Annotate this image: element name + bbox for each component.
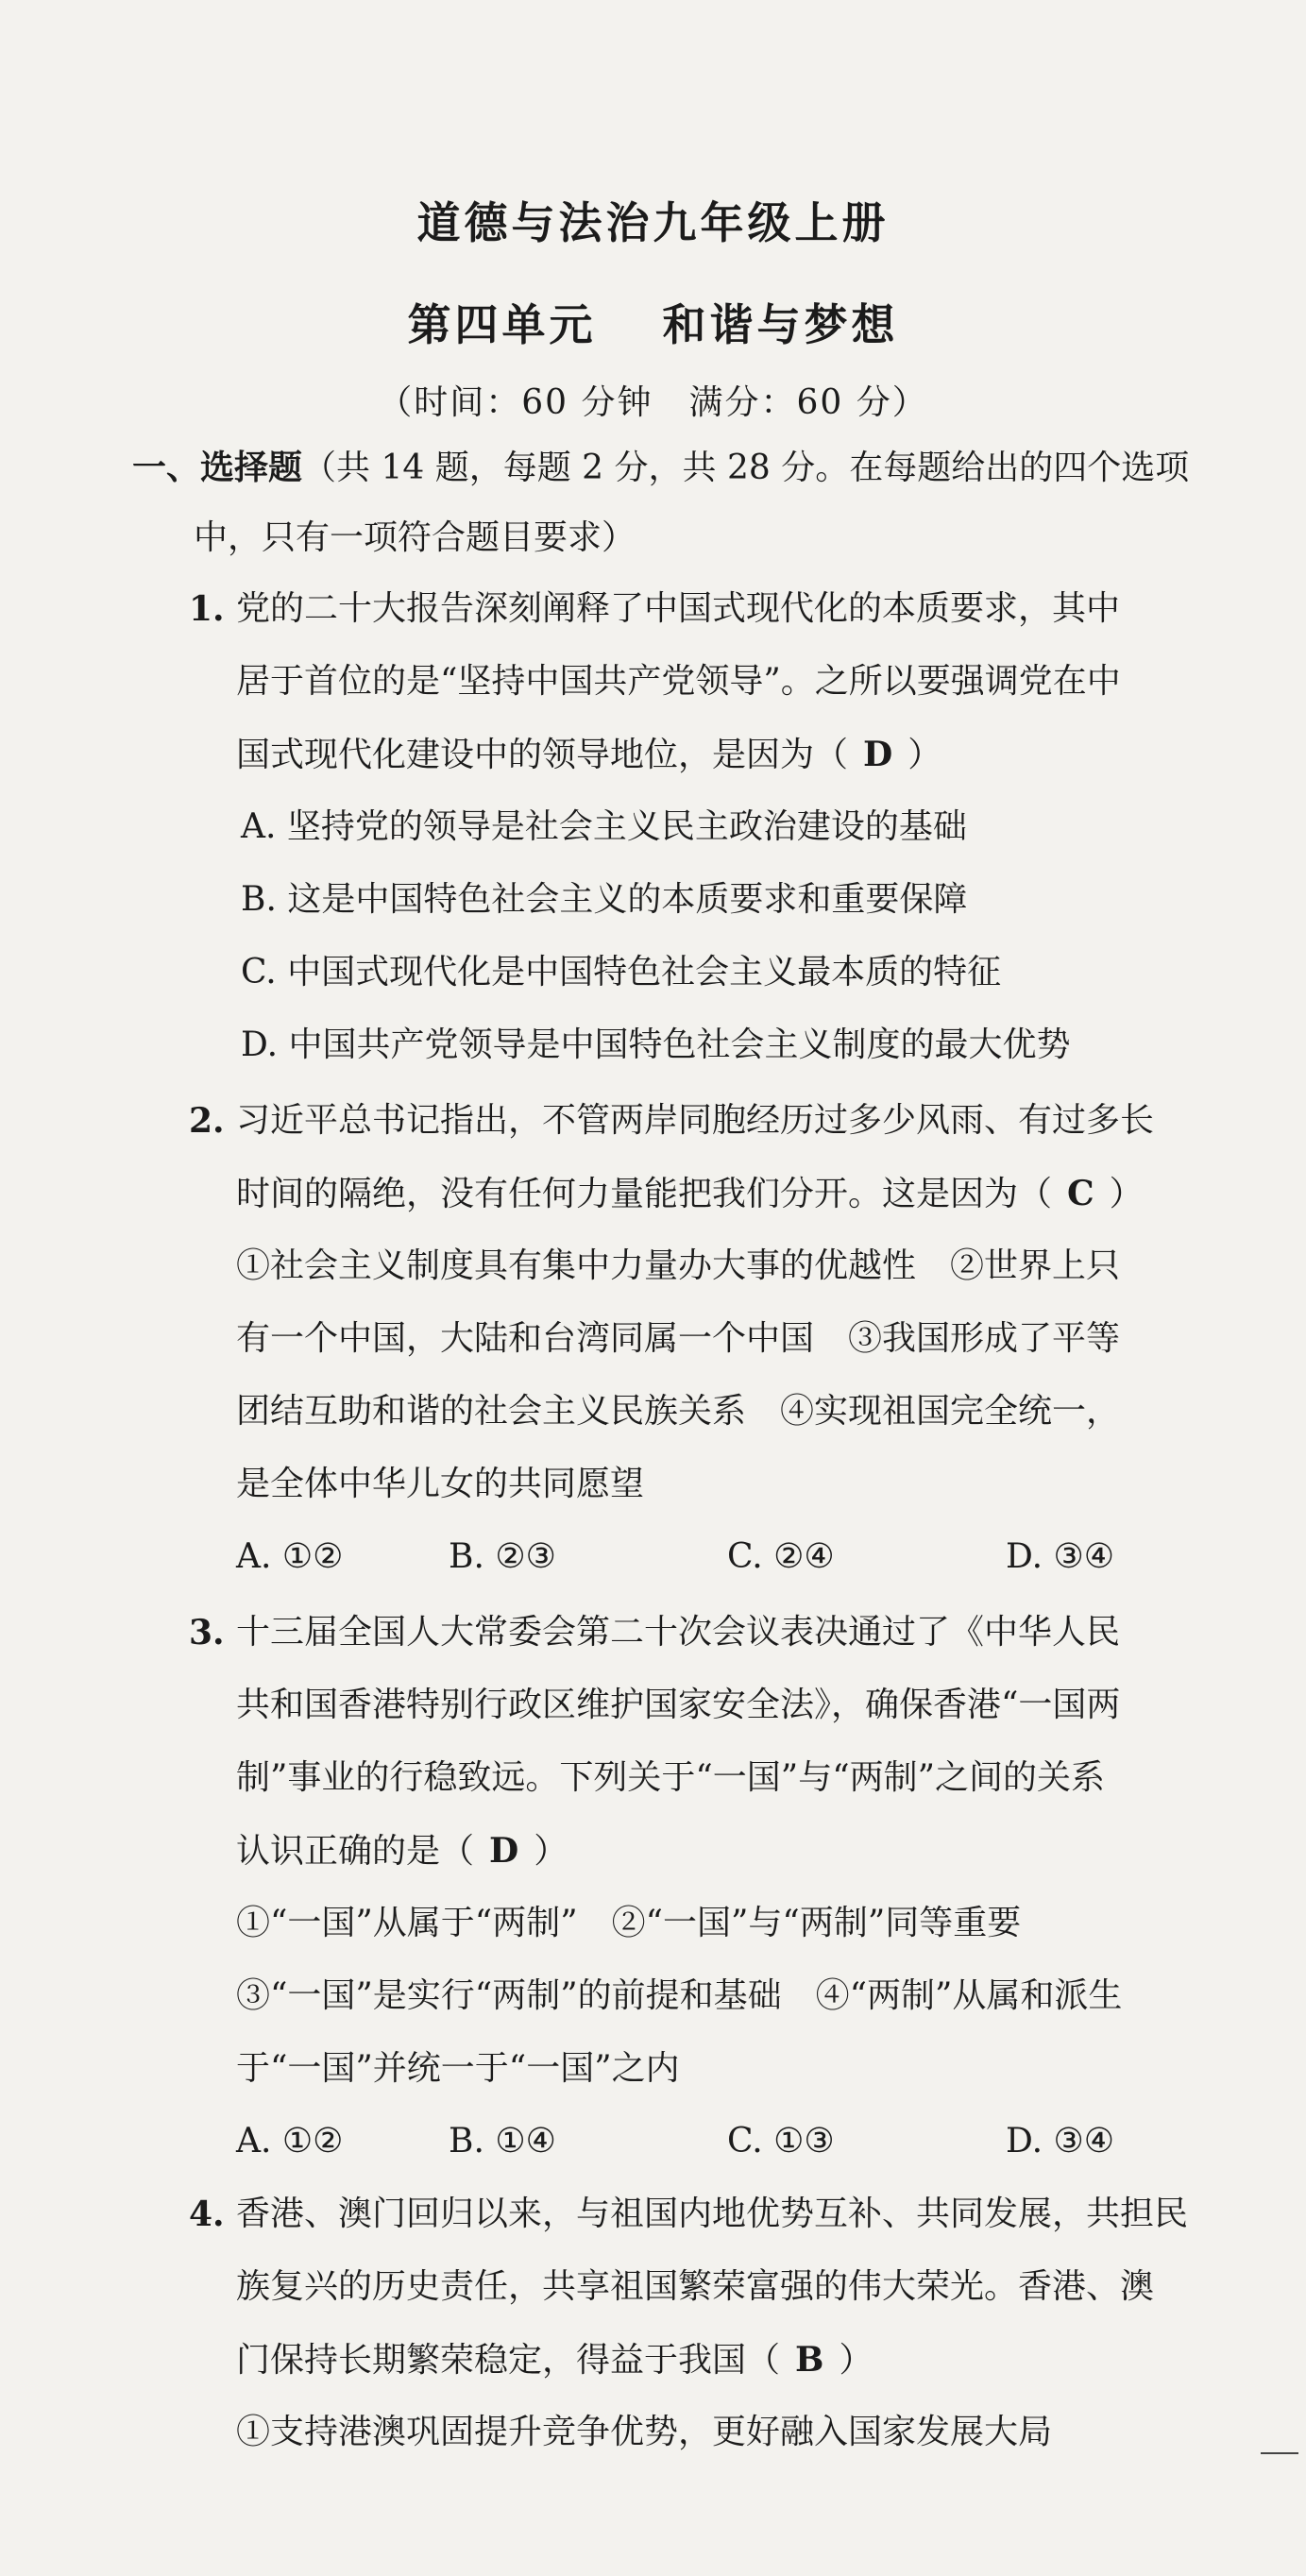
option-c: C. ②④ — [727, 1537, 835, 1576]
section-label: 一、选择题 — [132, 448, 303, 487]
option-d: D. 中国共产党领导是中国特色社会主义制度的最大优势 — [241, 1025, 1071, 1064]
statement-line: 团结互助和谐的社会主义民族关系 ④实现祖国完全统一， — [236, 1392, 1121, 1431]
question-text-line — [236, 731, 941, 779]
statement-line: ①“一国”从属于“两制” ②“一国”与“两制”同等重要 — [236, 1904, 1022, 1942]
answer-close: ） — [907, 736, 942, 774]
answer-mark: D — [489, 1831, 519, 1871]
question-stem-end: 时间的隔绝，没有任何力量能把我们分开。这是因为（ — [236, 1175, 1053, 1213]
option-a: A. 坚持党的领导是社会主义民主政治建设的基础 — [241, 807, 967, 846]
question-number: 4. — [189, 2195, 225, 2234]
question-text-line: 制”事业的行稳致远。下列关于“一国”与“两制”之间的关系 — [236, 1758, 1106, 1797]
question-text-line: 十三届全国人大常委会第二十次会议表决通过了《中华人民 — [236, 1613, 1121, 1652]
question-text-line: 党的二十大报告深刻阐释了中国式现代化的本质要求，其中 — [236, 589, 1121, 628]
question-text-line: 香港、澳门回归以来，与祖国内地优势互补、共同发展，共担民 — [236, 2195, 1189, 2233]
option-a: A. ①② — [236, 1537, 344, 1576]
option-a: A. ①② — [236, 2122, 344, 2161]
exam-meta: （时间：60 分钟 满分：60 分） — [378, 383, 928, 422]
option-c: C. 中国式现代化是中国特色社会主义最本质的特征 — [241, 953, 1002, 991]
answer-close: ） — [1109, 1175, 1144, 1213]
option-d: D. ③④ — [1006, 1537, 1115, 1576]
statement-line: 是全体中华儿女的共同愿望 — [236, 1465, 645, 1503]
statement-line: 于“一国”并统一于“一国”之内 — [236, 2049, 680, 2088]
statement-line: ①社会主义制度具有集中力量办大事的优越性 ②世界上只 — [236, 1246, 1121, 1285]
question-text-line — [236, 1827, 568, 1875]
page-title: 道德与法治九年级上册 — [416, 197, 890, 248]
option-d: D. ③④ — [1006, 2122, 1115, 2161]
answer-close: ） — [839, 2341, 873, 2380]
section-heading — [132, 444, 1189, 492]
option-c: C. ①③ — [727, 2122, 835, 2161]
answer-close: ） — [534, 1832, 568, 1871]
answer-mark: D — [863, 735, 893, 774]
question-stem-end: 门保持长期繁荣稳定，得益于我国（ — [236, 2341, 781, 2380]
statement-line: ①支持港澳巩固提升竞争优势，更好融入国家发展大局 — [236, 2413, 1053, 2451]
question-text-line: 习近平总书记指出，不管两岸同胞经历过多少风雨、有过多长 — [236, 1101, 1155, 1140]
question-stem-end: 国式现代化建设中的领导地位，是因为（ — [236, 736, 849, 774]
option-b: B. ①④ — [449, 2122, 556, 2161]
option-b: B. 这是中国特色社会主义的本质要求和重要保障 — [241, 880, 968, 919]
question-number: 1. — [189, 589, 225, 629]
unit-title: 第四单元 和谐与梦想 — [407, 299, 899, 350]
page-edge-mark — [1261, 2452, 1298, 2454]
section-desc-line2: 中，只有一项符合题目要求） — [194, 518, 636, 557]
question-stem-end: 认识正确的是（ — [236, 1832, 475, 1871]
option-b: B. ②③ — [449, 1537, 556, 1576]
answer-mark: B — [795, 2340, 824, 2380]
question-text-line — [236, 2336, 873, 2384]
question-number: 3. — [189, 1613, 225, 1652]
statement-line: ③“一国”是实行“两制”的前提和基础 ④“两制”从属和派生 — [236, 1976, 1123, 2015]
answer-mark: C — [1067, 1174, 1094, 1213]
question-text-line: 共和国香港特别行政区维护国家安全法》，确保香港“一国两 — [236, 1686, 1121, 1724]
question-number: 2. — [189, 1101, 225, 1141]
question-text-line: 居于首位的是“坚持中国共产党领导”。之所以要强调党在中 — [236, 662, 1121, 701]
statement-line: 有一个中国，大陆和台湾同属一个中国 ③我国形成了平等 — [236, 1319, 1121, 1358]
question-text-line: 族复兴的历史责任，共享祖国繁荣富强的伟大荣光。香港、澳 — [236, 2267, 1155, 2306]
section-desc-line1: （共 14 题，每题 2 分，共 28 分。在每题给出的四个选项 — [302, 449, 1190, 487]
question-text-line — [236, 1170, 1144, 1218]
